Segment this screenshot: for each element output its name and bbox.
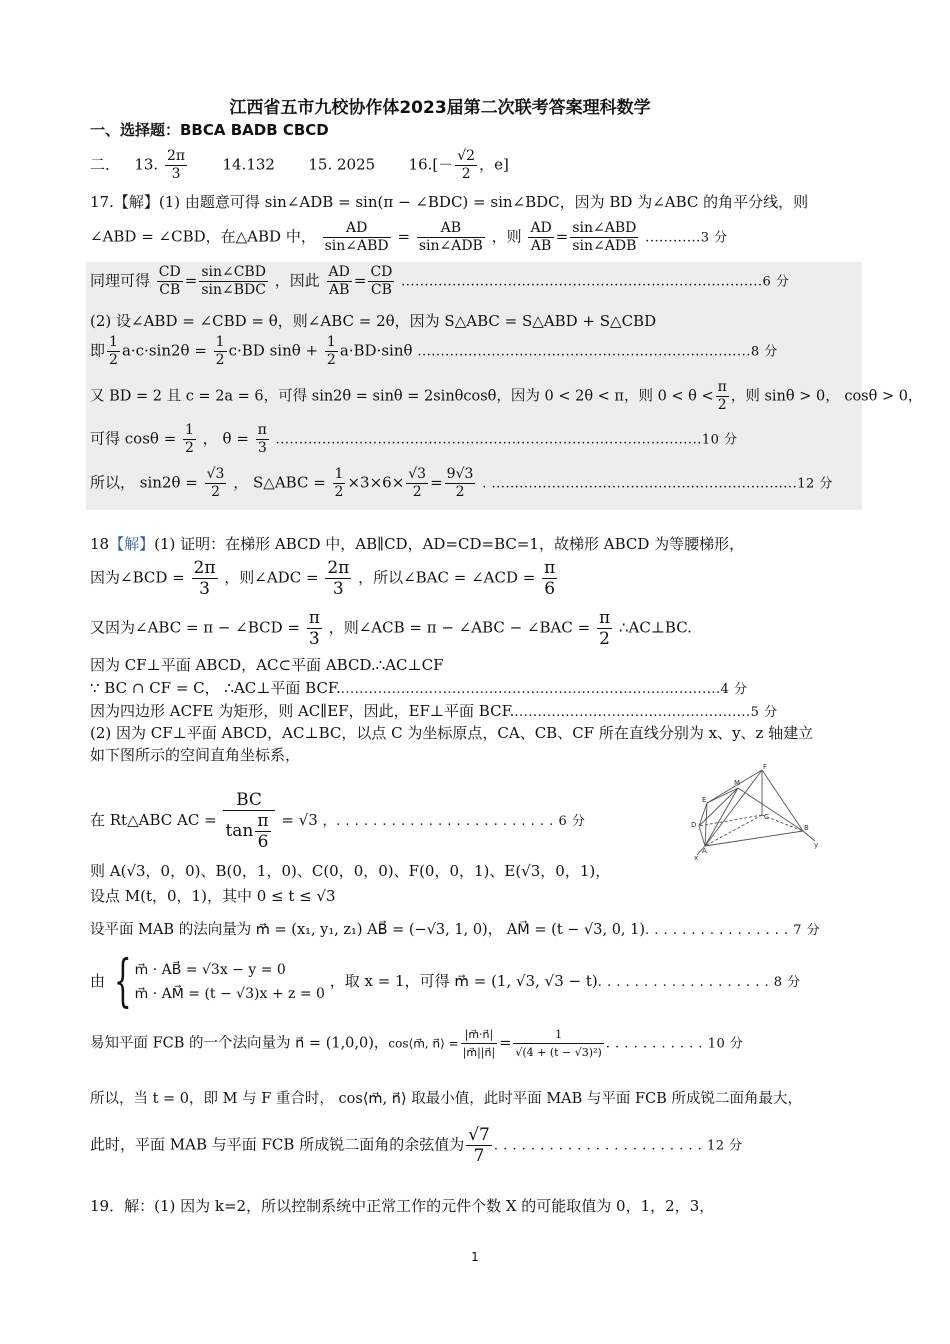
q17-line-6 xyxy=(90,379,922,414)
frac-den: AB xyxy=(329,282,350,298)
q17-line-8 xyxy=(90,466,833,501)
q18-line-6 xyxy=(90,702,778,721)
q17-l3-frac3 xyxy=(327,264,352,299)
q17-line-4: (2) 设∠ABD = ∠CBD = θ，则∠ABC = 2θ，因为 S△ABC = S△ABD + S△CBD xyxy=(90,312,657,330)
q16-num: √2 xyxy=(457,148,476,164)
score-7: . . . . . . . . . . . . . . . . 7 分 xyxy=(645,923,821,938)
frac-num: 1 xyxy=(185,422,194,438)
frac-den: 2 xyxy=(109,352,118,368)
score-12: . ..................................................................12 分 xyxy=(482,476,833,492)
score-6b: ，. . . . . . . . . . . . . . . . . . . . . . . . 6 分 xyxy=(322,814,586,829)
edge-ab xyxy=(705,831,803,846)
fill-in-answers xyxy=(90,148,509,183)
label-c: C xyxy=(764,813,769,821)
q17-l3-frac4 xyxy=(368,264,394,299)
equation-row-2: m⃗ · AM⃗ = (t − √3)x + z = 0 xyxy=(134,986,325,1002)
q18-l9-b: AC = xyxy=(177,811,217,829)
q18-l14-frac1 xyxy=(461,1026,498,1061)
frac-num: BC xyxy=(223,790,274,811)
frac-num: AD xyxy=(328,264,350,280)
q13-fraction xyxy=(165,148,187,183)
q18-l3-frac1 xyxy=(307,608,322,649)
q13-den: 3 xyxy=(171,166,181,182)
q18-line-14: 易知平面 FCB 的一个法向量为 n⃗ = (1,0,0)，cos⟨m⃗, n⃗⟩ = $\frac{|m⃗\cdot n⃗|}{|m⃗||n⃗|}$ = $\frac{1}{\text{√(4 + (t − √3)²)}}$ . . . . . . . . . . . 10 分 xyxy=(90,1028,744,1059)
q18-line-4: 因为 CF⊥平面 ABCD，AC⊂平面 ABCD.∴AC⊥CF xyxy=(90,656,444,674)
q17-l5-c: c·BD sinθ + xyxy=(228,341,319,360)
q17-l3-text: 同理可得 xyxy=(90,271,151,290)
q17-l2-then: ，则 xyxy=(491,227,522,246)
half-frac xyxy=(325,334,338,369)
q18-line-15: 所以，当 t = 0，即 M 与 F 重合时， cos⟨m⃗, n⃗⟩ 取最小值，此时平面 MAB 与平面 FCB 所成锐二面角最大， xyxy=(90,1091,802,1107)
q18-l3-c: ∴AC⊥BC. xyxy=(618,618,692,637)
page-title: 江西省五市九校协作体2023届第二次联考答案理科数学 xyxy=(229,98,651,118)
q17-line-5 xyxy=(90,334,778,369)
q18-line-8: 如下图所示的空间直角坐标系， xyxy=(90,746,301,764)
frac-den: 2 xyxy=(334,484,344,500)
q18-line-12 xyxy=(90,922,820,939)
frac-num: sin∠CBD xyxy=(201,264,266,280)
q17-l2-frac1 xyxy=(323,220,391,255)
frac-num: sin∠ABD xyxy=(572,220,637,236)
edge-bm xyxy=(738,788,803,831)
q18-l2-frac1 xyxy=(192,558,218,599)
q17-l5-d: a·BD·sinθ xyxy=(339,341,413,360)
frac-num: π xyxy=(257,422,267,438)
frac-den: CB xyxy=(370,282,392,298)
q18-line-7: (2) 因为 CF⊥平面 ABCD，AC⊥BC，以点 C 为坐标原点，CA、CB、CF 所在直线分别为 x、y、z 轴建立 xyxy=(90,724,814,742)
q17-l2-text: ∠ABD = ∠CBD，在△ABD 中， xyxy=(90,227,316,246)
q18-line-5 xyxy=(90,679,748,698)
q18-l14-frac2 xyxy=(513,1026,603,1061)
frac-num: AD xyxy=(530,220,552,236)
q18-l14-b: cos⟨m⃗, n⃗⟩ = xyxy=(388,1036,459,1051)
q13-label: 13. xyxy=(134,155,159,174)
frac-den: sin∠BDC xyxy=(201,282,266,298)
q17-l7-text: 可得 cosθ = xyxy=(90,429,177,448)
q18-l12-text: 设平面 MAB 的法向量为 m⃗ = (x₁, y₁, z₁) AB⃗ = (−√3, 1, 0)， AM⃗ = (t − √3, 0, 1) xyxy=(90,922,646,938)
section-label: 二． xyxy=(90,155,121,174)
frac-den: sin∠ADB xyxy=(418,238,483,254)
label-d: D xyxy=(691,821,697,829)
q18-l5-text: ∵ BC ∩ CF = C， ∴AC⊥平面 BCF. xyxy=(90,679,341,697)
q17-l7-frac2 xyxy=(256,422,269,457)
equals: = xyxy=(397,227,411,246)
frac-den: 2 xyxy=(717,397,727,413)
q17-l6-text: 又 BD = 2 且 c = 2a = 6，可得 sin2θ = sinθ = 2sinθcosθ，因为 0 < 2θ < π，则 0 < θ < xyxy=(90,388,714,405)
frac-den: 2 xyxy=(326,352,336,368)
q17-l5-text: 即 xyxy=(90,341,106,360)
frac-num: 1 xyxy=(326,334,336,350)
q18-l2-c: ，所以∠BAC = ∠ACD = xyxy=(358,568,536,587)
frac-num: √3 xyxy=(206,466,225,482)
q18-l3-a: 又因为∠ABC = π − ∠BCD = xyxy=(90,618,300,637)
q19-line-1: 19．解：(1) 因为 k=2，所以控制系统中正常工作的元件个数 X 的可能取值为 0，1，2，3， xyxy=(90,1197,715,1215)
score-12b: . . . . . . . . . . . . . . . . . . . . . . . 12 分 xyxy=(493,1138,743,1154)
frac-num: AD xyxy=(323,220,391,238)
q18-l9-c: = √3 xyxy=(281,811,318,829)
frac-den: 6 xyxy=(544,579,556,599)
frac-num: √3 xyxy=(408,466,427,482)
q13-num: 2π xyxy=(166,148,186,164)
frac-den: 3 xyxy=(332,579,344,599)
label-e: E xyxy=(702,796,707,804)
brace: { xyxy=(113,949,132,1014)
edge-da xyxy=(699,826,705,846)
frac-num: AB xyxy=(417,220,485,238)
q18-l2-a: 因为∠BCD = xyxy=(90,568,185,587)
frac-num: 1 xyxy=(513,1026,603,1044)
score-4: ..................................................................................4 分 xyxy=(340,682,748,697)
frac-num: 1 xyxy=(334,466,344,482)
q18-l9-frac xyxy=(223,790,274,852)
q18-line-1 xyxy=(90,535,744,553)
q17-l7-b: ， θ = xyxy=(202,429,249,448)
q16-fraction xyxy=(455,148,477,183)
q14-answer: 14.132 xyxy=(222,155,275,174)
frac-num: π xyxy=(717,379,727,395)
axis-y xyxy=(803,831,815,841)
score-6: ..............................................................................6 分 xyxy=(401,274,790,290)
q16-post: ，e] xyxy=(479,155,509,174)
q18-number: 18 xyxy=(90,535,110,553)
equation-row-1: m⃗ · AB⃗ = √3x − y = 0 xyxy=(134,962,286,978)
frac-den: 3 xyxy=(308,629,320,649)
frac-num: 2π xyxy=(327,558,350,578)
q17-l3-mid: ，因此 xyxy=(274,271,320,290)
equals: = xyxy=(430,473,443,492)
frac-den: CB xyxy=(159,282,181,298)
q18-line-3 xyxy=(90,608,692,649)
pi-six xyxy=(255,811,270,852)
q17-line-1: 17.【解】(1) 由题意可得 sin∠ADB = sin(π − ∠BDC) = sin∠BDC，因为 BD 为∠ABC 的角平分线，则 xyxy=(90,193,809,211)
frac-den: sin∠ADB xyxy=(572,238,637,254)
q18-l9-a: 在 Rt△ABC xyxy=(90,811,173,829)
frac-num: 2π xyxy=(193,558,216,578)
frac-den: 2 xyxy=(215,352,225,368)
q17-l2-frac4 xyxy=(570,220,638,255)
q18-line-9 xyxy=(90,790,585,852)
q17-l8-b: ， S△ABC = xyxy=(233,473,326,492)
frac-num: π xyxy=(599,608,611,628)
q16-den: 2 xyxy=(461,166,471,182)
q18-tag: 【解】 xyxy=(109,535,155,553)
q18-l16-a: 此时，平面 MAB 与平面 FCB 所成锐二面角的余弦值为 xyxy=(90,1135,465,1154)
q17-l3-frac2 xyxy=(199,264,268,299)
q18-l2-frac2 xyxy=(325,558,351,599)
q18-l13-b: ，取 x = 1，可得 m⃗ = (1, √3, √3 − t) xyxy=(329,972,598,990)
frac-den: 7 xyxy=(473,1146,485,1166)
page-number: 1 xyxy=(471,1250,479,1264)
frac-den: √(4 + (t − √3)²) xyxy=(515,1046,602,1059)
equation-system xyxy=(135,958,325,1006)
frac-num: 1 xyxy=(109,334,118,350)
tan-label: tan xyxy=(225,821,254,841)
q17-l8-c: ×3×6× xyxy=(347,473,405,492)
half-frac xyxy=(107,334,120,369)
label-a: A xyxy=(702,847,707,855)
q18-l6-text: 因为四边形 ACFE 为矩形，则 AC∥EF，因此，EF⊥平面 BCF. xyxy=(90,702,515,720)
score-10b: . . . . . . . . . . . 10 分 xyxy=(605,1036,744,1052)
q18-l3-b: ，则∠ACB = π − ∠ABC − ∠BAC = xyxy=(328,618,591,637)
q18-l1-text: (1) 证明：在梯形 ABCD 中，AB∥CD，AD=CD=BC=1，故梯形 ABCD 为等腰梯形， xyxy=(154,535,745,553)
score-10: ............................................................................................10 分 xyxy=(275,432,738,448)
score-3: ............3 分 xyxy=(645,230,728,246)
q17-l2-frac2 xyxy=(417,220,485,255)
frac-den: sin∠ABD xyxy=(324,238,389,254)
label-m: M xyxy=(734,779,741,787)
q18-line-16 xyxy=(90,1125,743,1166)
frac-num: √7 xyxy=(468,1125,490,1145)
frac-den: 3 xyxy=(199,579,210,599)
q18-l2-b: ，则∠ADC = xyxy=(224,568,319,587)
q17-l8-frac1 xyxy=(205,466,227,501)
q17-l5-b: a·c·sin2θ = xyxy=(121,341,207,360)
q17-l8-frac2 xyxy=(333,466,346,501)
q18-line-10: 则 A(√3，0，0)、B(0，1，0)、C(0，0，0)、F(0，0，1)、E(√3，0，1)， xyxy=(90,862,611,880)
q17-l7-frac1 xyxy=(183,422,196,457)
frac-den: 2 xyxy=(455,484,465,500)
frac-num: 1 xyxy=(215,334,225,350)
label-x: x xyxy=(694,854,699,862)
frac-num: π xyxy=(257,811,269,831)
q15-answer: 15. 2025 xyxy=(308,155,376,174)
frac-den: 2 xyxy=(211,484,220,500)
frac-den: AB xyxy=(530,238,552,254)
score-8: ........................................................................8 分 xyxy=(417,344,778,360)
q17-line-2: ∠ABD = ∠CBD，在△ABD 中， $\frac{AD}{\text{sin∠ABD}}$ = $\frac{AB}{\text{sin∠ADB}}$ ，则 $\frac{AD}{AB}$ = $\frac{\text{sin∠ABD}}{\text{sin∠ADB}}$ ............3 分 xyxy=(90,220,728,254)
frac-den: 6 xyxy=(257,832,269,852)
label-y: y xyxy=(814,841,819,849)
half-frac xyxy=(214,334,227,369)
q18-l3-frac2 xyxy=(597,608,612,649)
q17-l2-frac3 xyxy=(528,220,553,255)
q17-l3-frac1 xyxy=(157,264,183,299)
frac-num: π xyxy=(308,608,320,628)
q16-pre: 16.[－ xyxy=(408,155,454,174)
label-b: B xyxy=(804,824,809,832)
q18-line-2 xyxy=(90,558,559,599)
q17-l6-post: ，则 sinθ > 0， cosθ > 0， xyxy=(730,388,923,405)
frac-den: 2 xyxy=(185,440,194,456)
label-f: F xyxy=(763,763,768,771)
answer-choices: 一、选择题：BBCA BADB CBCD xyxy=(90,121,329,139)
q17-line-7 xyxy=(90,422,738,457)
frac-num: |m⃗·n⃗| xyxy=(461,1026,498,1044)
frac-num: 9√3 xyxy=(446,466,474,482)
frac-num: CD xyxy=(370,264,393,280)
edge-bf xyxy=(762,770,803,831)
q17-l6-frac xyxy=(716,379,729,414)
frac-den xyxy=(223,811,274,852)
q17-l8-frac3 xyxy=(406,466,428,501)
q17-l8-frac4 xyxy=(445,466,476,501)
q18-l13-pre: 由 xyxy=(90,972,106,990)
q18-l14-a: 易知平面 FCB 的一个法向量为 n⃗ = (1,0,0)， xyxy=(90,1035,389,1052)
q18-l2-frac3 xyxy=(542,558,557,599)
frac-den: |m⃗||n⃗| xyxy=(462,1046,496,1059)
q17-line-3: 同理可得 $\frac{CD}{CB}$ = $\frac{\text{sin∠CBD}}{\text{sin∠BDC}}$ ，因此 $\frac{AD}{AB}$ = $\frac{CD}{CB}$ ..............................................................................6 分 xyxy=(90,264,790,298)
score-5: ...................................................5 分 xyxy=(514,705,778,720)
frac-den: 2 xyxy=(412,484,422,500)
frac-den: 3 xyxy=(257,440,267,456)
q18-l16-frac xyxy=(466,1125,492,1166)
q17-l8-text: 所以， sin2θ = xyxy=(90,473,198,492)
frac-den: 2 xyxy=(599,629,610,649)
score-8b: . . . . . . . . . . . . . . . . . . . 8 分 xyxy=(597,975,801,990)
q18-line-13 xyxy=(90,949,801,1014)
coordinate-figure xyxy=(685,763,825,863)
frac-num: π xyxy=(544,558,556,578)
q18-line-11: 设点 M(t，0，1)，其中 0 ≤ t ≤ √3 xyxy=(90,887,336,905)
frac-num: CD xyxy=(158,264,181,280)
